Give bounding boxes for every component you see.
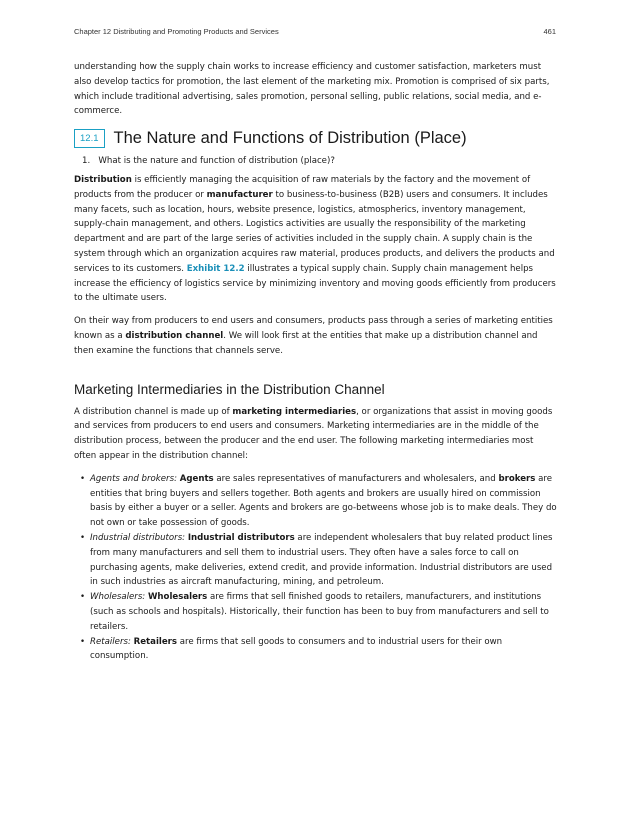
intermediaries-list (74, 472, 558, 664)
page-body (74, 60, 558, 664)
text-run: are independent wholesalers that buy related product lines from many manufacturers and sell them to industrial users. They often have a sales force to call on purchasing agents, make deliveries, extend credit, and provide information. Industrial distributors are used in such industries as aircraft manufacturing, mining, and petroleum. (90, 532, 553, 588)
channel-paragraph (74, 314, 558, 358)
term-manufacturer: manufacturer (206, 189, 273, 200)
text-run: is efficiently managing the acquisition of raw materials by the factory and the movement of products from the producer or (74, 174, 531, 200)
text-run: , or organizations that assist in moving goods and services from producers to end users and consumers. Marketing intermediaries are in the middle of the distribution process, between the producer and the end user. The following marketing intermediaries most often appear in the distribution channel: (74, 406, 553, 461)
text-run: are firms that sell finished goods to retailers, manufacturers, and institutions (such as schools and hospitals). Historically, their function has been to buy from manufacturers and sell to retailers. (90, 592, 549, 632)
list-item (74, 590, 558, 634)
distribution-paragraph (74, 173, 558, 306)
section-number-badge: 12.1 (74, 129, 105, 148)
text-run: are entities that bring buyers and sellers together. Both agents and brokers are usually hired on commission basis by either a buyer or a seller. Agents and brokers are go-betweens whose job is to make deals. They do not own or take possession of goods. (90, 473, 557, 529)
list-item (74, 472, 558, 531)
item-label: Retailers: (90, 636, 131, 647)
learning-objectives (74, 154, 558, 169)
list-item (74, 531, 558, 590)
term-marketing-intermediaries: marketing intermediaries (232, 406, 357, 417)
text-run: to business-to-business (B2B) users and consumers. It includes many facets, such as location, hours, website presence, logistics, atmospherics, inventory management, supply-chain management, and others. Logistics activities are usually the responsibility of the marketing department and are part of the large series of activities included in the supply chain. A supply chain is the system through which an organization acquires raw material, produces products, and delivers the products and services to its customers. (74, 189, 555, 274)
objective-number: 1. (82, 156, 91, 167)
list-item (74, 635, 558, 665)
item-term: Agents (179, 473, 214, 484)
intro-paragraph: understanding how the supply chain works to increase efficiency and customer satisfaction, marketers must also develop tactics for promotion, the last element of the marketing mix. Promotion is comprised of six parts, which include traditional advertising, sales promotion, personal selling, public relations, social media, and e-commerce. (74, 62, 550, 117)
chapter-title: Chapter 12 Distributing and Promoting Products and Services (74, 27, 279, 36)
page-number: 461 (543, 27, 556, 36)
item-label: Agents and brokers: (90, 473, 177, 484)
term-distribution: Distribution (74, 174, 132, 185)
objective-text: What is the nature and function of distribution (place)? (98, 156, 335, 167)
text-run: . We will look first at the entities that make up a distribution channel and then examine the functions that channels serve. (74, 330, 538, 356)
section-heading (74, 129, 558, 148)
term-distribution-channel: distribution channel (125, 330, 224, 341)
text-run: A distribution channel is made up of (74, 406, 233, 417)
subsection-title: Marketing Intermediaries in the Distribution Channel (74, 381, 385, 397)
exhibit-link[interactable]: Exhibit 12.2 (186, 263, 245, 274)
item-term: Retailers (133, 636, 178, 647)
item-term: Wholesalers (147, 592, 208, 603)
running-header (74, 27, 556, 36)
text-run: illustrates a typical supply chain. Supply chain management helps increase the efficiency of logistics service by minimizing inventory and moving goods efficiently from producers to the ultimate users. (74, 263, 556, 304)
intermediaries-paragraph (74, 405, 558, 464)
section-title: The Nature and Functions of Distribution (Place) (113, 129, 467, 148)
item-term: brokers (498, 473, 536, 484)
text-run: are sales representatives of manufacturers and wholesalers, and (213, 473, 499, 484)
item-label: Wholesalers: (90, 592, 146, 603)
learning-objective (74, 154, 558, 169)
item-label: Industrial distributors: (90, 532, 186, 543)
item-term: Industrial distributors (187, 532, 295, 543)
text-run: On their way from producers to end users and consumers, products pass through a series of marketing entities known as a (74, 316, 553, 341)
text-run: are firms that sell goods to consumers and to industrial users for their own consumption. (90, 636, 503, 662)
